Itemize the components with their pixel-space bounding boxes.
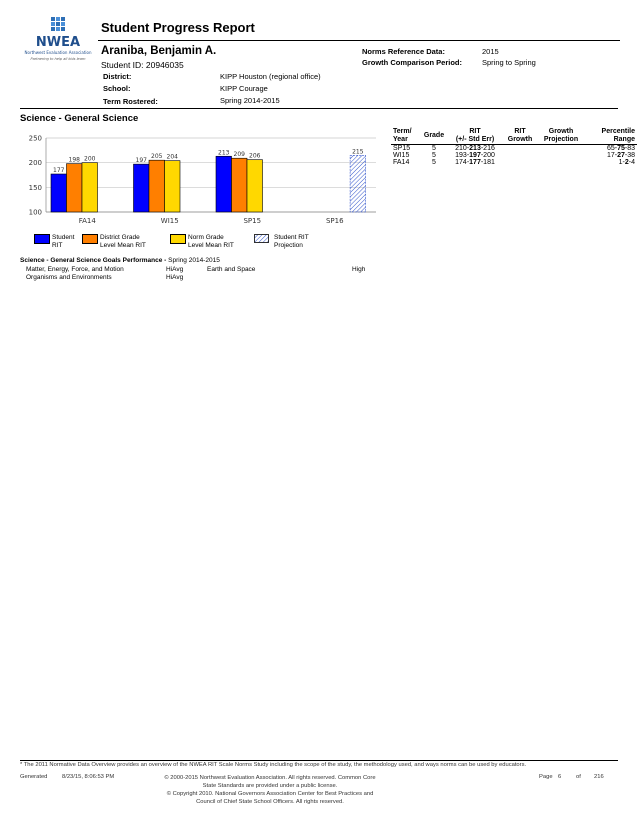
legend-swatch-norm (170, 234, 186, 244)
cell-grade: 5 (432, 152, 436, 159)
logo-text: NWEA (35, 35, 81, 50)
bar-value-label: 177 (53, 167, 65, 175)
goal-name: Earth and Space (207, 266, 256, 273)
bar (216, 156, 232, 212)
section-title: Science - General Science (20, 113, 139, 124)
cell-rit-growth (503, 159, 537, 166)
school-label: School: (103, 84, 131, 93)
chart-x-ticks (79, 217, 344, 225)
page-label: Page (539, 774, 553, 780)
goal-level: High (352, 266, 366, 273)
goal-name: Matter, Energy, Force, and Motion (26, 266, 124, 273)
col-growth-projection: Growth Projection (537, 128, 585, 145)
growth-period-label: Growth Comparison Period: (362, 58, 463, 67)
chart-y-ticks (29, 135, 42, 217)
y-tick-label: 100 (28, 208, 42, 217)
district-label: District: (103, 72, 132, 81)
bar (232, 158, 248, 212)
col-term: Term/ Year (391, 128, 421, 145)
bar-value-label: 197 (135, 157, 147, 165)
bar-value-label: 213 (218, 149, 230, 157)
cell-growth-projection (537, 152, 585, 159)
student-name: Araniba, Benjamin A. (101, 45, 217, 57)
cell-percentile: 1-2-4 (618, 159, 635, 166)
rit-summary-table (391, 128, 637, 166)
bar-value-label: 200 (84, 155, 96, 163)
cell-growth-projection (537, 145, 585, 153)
cell-percentile: 65-75-83 (606, 145, 635, 152)
table-header-row (391, 128, 637, 145)
rit-bar-chart (20, 128, 380, 230)
generated-label: Generated (20, 774, 48, 780)
bar-value-label: 204 (166, 153, 178, 161)
page-total: 216 (594, 774, 604, 780)
cell-rit: 174-177-181 (455, 159, 495, 166)
y-tick-label: 250 (28, 134, 42, 143)
bar (165, 161, 181, 212)
legend-swatch-student (34, 234, 50, 244)
logo-mark-icon (51, 17, 65, 31)
norms-label: Norms Reference Data: (362, 47, 445, 56)
table-row (391, 152, 637, 159)
legend-swatch-district (82, 234, 98, 244)
legend-swatch-projection (254, 234, 270, 244)
col-grade: Grade (421, 128, 447, 145)
cell-percentile: 17-27-38 (606, 152, 635, 159)
cell-term: SP15 (393, 145, 411, 152)
chart-bars (51, 148, 366, 212)
logo-subtitle: Northwest Evaluation Association (24, 50, 92, 55)
goal-level: HiAvg (166, 266, 184, 273)
cell-term: WI15 (393, 152, 410, 159)
cell-term: FA14 (393, 159, 410, 166)
legend-label-projection: Student RIT Projection (274, 234, 309, 249)
bar (134, 164, 150, 212)
district-value: KIPP Houston (regional office) (220, 72, 321, 81)
bar (350, 155, 366, 212)
school-value: KIPP Courage (220, 84, 268, 93)
growth-period-value: Spring to Spring (482, 58, 536, 67)
cell-rit-growth (503, 152, 537, 159)
footer-divider (20, 760, 618, 761)
nwea-logo (18, 15, 98, 67)
col-percentile: Percentile Range (585, 128, 637, 145)
legend-label-student: Student RIT (52, 234, 75, 249)
norms-footnote: * The 2011 Normative Data Overview provides an overview of the NWEA RIT Scale Norms Study including the scope of the study, the methodology used, and ways norms can be used by educators. (20, 762, 527, 768)
bar (67, 164, 83, 212)
col-rit-growth: RIT Growth (503, 128, 537, 145)
cell-rit: 210-213-216 (455, 145, 495, 152)
bar-value-label: 215 (352, 148, 364, 156)
x-tick-label: WI15 (160, 217, 179, 225)
cell-rit: 193-197-200 (455, 152, 495, 159)
bar-value-label: 198 (68, 156, 80, 164)
logo-tagline: Partnering to help all kids learn (30, 57, 86, 61)
cell-rit-growth (503, 145, 537, 153)
table-row (391, 159, 637, 166)
term-label: Term Rostered: (103, 97, 158, 106)
generated-timestamp: 8/23/15, 8:06:53 PM (62, 774, 115, 780)
student-id: Student ID: 20946035 (101, 60, 184, 70)
x-tick-label: SP16 (325, 217, 344, 225)
chart-legend (34, 234, 364, 256)
cell-grade: 5 (432, 159, 436, 166)
report-title: Student Progress Report (101, 20, 255, 35)
bar-value-label: 209 (233, 151, 245, 159)
y-tick-label: 150 (28, 183, 42, 192)
norms-value: 2015 (482, 47, 499, 56)
section-divider (20, 108, 618, 109)
bar (247, 160, 263, 212)
bar (82, 163, 98, 212)
legend-label-district: District Grade Level Mean RIT (100, 234, 146, 249)
bar (51, 174, 67, 212)
x-tick-label: SP15 (243, 217, 262, 225)
cell-growth-projection (537, 159, 585, 166)
goals-title: Science - General Science Goals Performance - Spring 2014-2015 (20, 257, 220, 264)
bar-value-label: 205 (151, 153, 163, 161)
col-rit: RIT (+/- Std Err) (447, 128, 503, 145)
bar-value-label: 206 (249, 152, 261, 160)
page-number: 6 (558, 774, 562, 780)
page-of-label: of (576, 774, 581, 780)
cell-grade: 5 (432, 145, 436, 152)
y-tick-label: 200 (28, 159, 42, 168)
goal-name: Organisms and Environments (26, 274, 112, 281)
legend-label-norm: Norm Grade Level Mean RIT (188, 234, 234, 249)
table-row (391, 145, 637, 153)
goal-level: HiAvg (166, 274, 184, 281)
bar (149, 160, 165, 212)
header-divider (98, 40, 620, 41)
copyright-block: © 2000-2015 Northwest Evaluation Association. All rights reserved. Common Core State Standards are provided under a public license. © Copyright 2010. National Governors Association Center for Best Practices and Council of Chief State School Officers. All rights reserved. (164, 775, 376, 805)
x-tick-label: FA14 (78, 217, 96, 225)
term-value: Spring 2014-2015 (220, 96, 280, 105)
